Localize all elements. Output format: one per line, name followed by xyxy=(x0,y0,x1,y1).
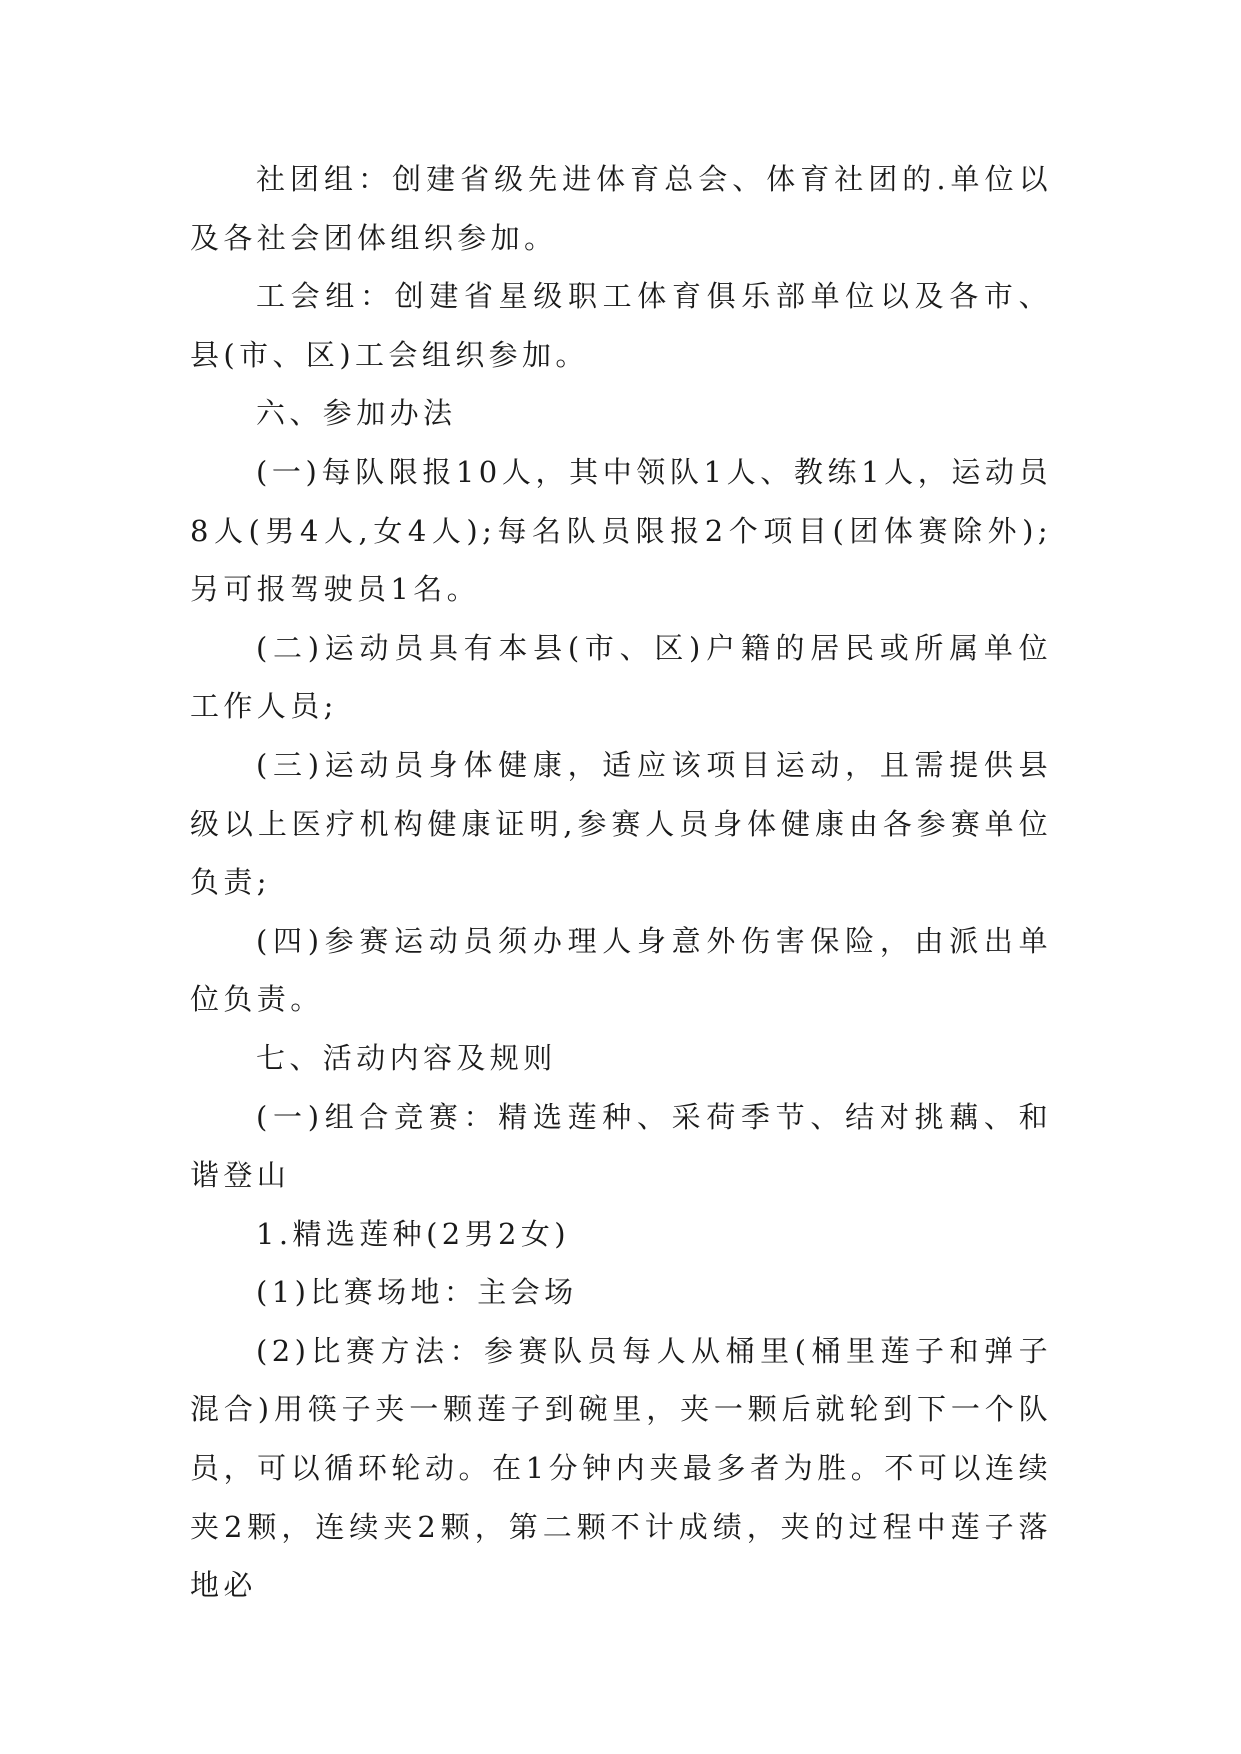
paragraph-club-group: 社团组：创建省级先进体育总会、体育社团的.单位以及各社会团体组织参加。 xyxy=(190,162,1052,255)
paragraph-athlete-residency: (二)运动员具有本县(市、区)户籍的居民或所属单位工作人员; xyxy=(190,630,1052,724)
paragraph-team-quota: (一)每队限报10人，其中领队1人、教练1人，运动员8人(男4人,女4人);每名队员限报2个项目(团体赛除外);另可报驾驶员1名。 xyxy=(190,454,1052,607)
section-heading-activities: 七、活动内容及规则 xyxy=(256,1040,557,1075)
paragraph-lotus-seed-title: 1.精选莲种(2男2女) xyxy=(256,1216,570,1251)
paragraph-combined-events: (一)组合竞赛：精选莲种、采荷季节、结对挑藕、和谐登山 xyxy=(190,1099,1052,1193)
paragraph-athlete-health: (三)运动员身体健康，适应该项目运动，且需提供县级以上医疗机构健康证明,参赛人员身体健康由各参赛单位负责; xyxy=(190,747,1052,900)
paragraph-union-group: 工会组：创建省星级职工体育俱乐部单位以及各市、县(市、区)工会组织参加。 xyxy=(190,279,1052,372)
paragraph-insurance: (四)参赛运动员须办理人身意外伤害保险，由派出单位负责。 xyxy=(190,923,1052,1017)
document-body xyxy=(190,150,1052,1615)
paragraph-method: (2)比赛方法：参赛队员每人从桶里(桶里莲子和弹子混合)用筷子夹一颗莲子到碗里，夹一颗后就轮到下一个队员，可以循环轮动。在1分钟内夹最多者为胜。不可以连续夹2颗，连续夹2颗，第二颗不计成绩，夹的过程中莲子落地必 xyxy=(190,1333,1052,1603)
section-heading-participation: 六、参加办法 xyxy=(256,396,457,431)
paragraph-venue: (1)比赛场地：主会场 xyxy=(256,1275,578,1310)
